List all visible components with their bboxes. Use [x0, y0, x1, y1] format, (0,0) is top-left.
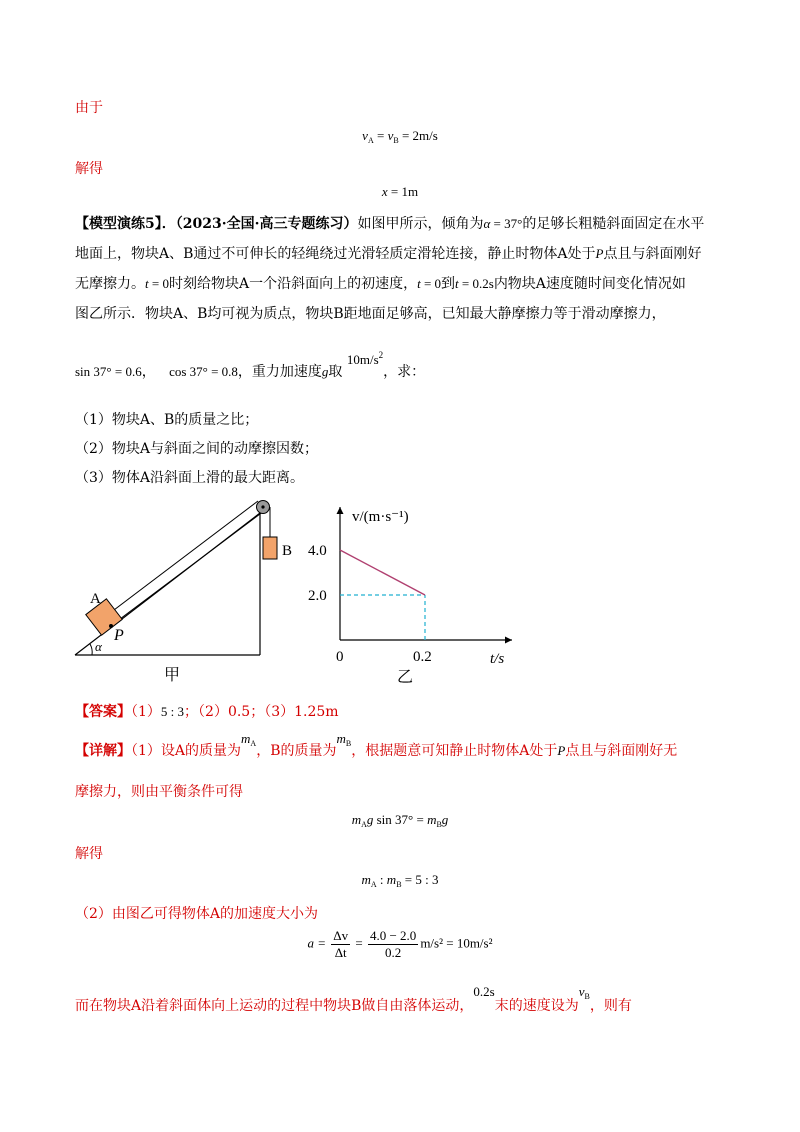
label-b: B: [282, 543, 293, 559]
rope-lower: [116, 511, 264, 622]
label-p: P: [114, 627, 124, 644]
y-axis-label: v/(m·s⁻¹): [352, 509, 409, 525]
t-02s: t = 0.2s: [455, 276, 494, 291]
p1a: 如图甲所示，倾角为: [357, 216, 484, 232]
problem-dot: ．: [161, 216, 176, 232]
equation-speed: $v_A = v_B = 2m/s$: [362, 128, 438, 145]
p3a: 无摩擦力。: [75, 276, 145, 292]
equation-distance: x = 1m: [381, 184, 419, 199]
t-zero-b: t = 0: [417, 276, 442, 291]
p3c: 到: [441, 276, 456, 292]
label-alpha: α: [95, 639, 102, 654]
d4b: 末的速度设为: [494, 998, 579, 1014]
p4: 图乙所示．物块A、B均可视为质点，物块B距地面足够高，已知最大静摩擦力等于滑动摩擦力，: [75, 306, 666, 322]
rope-upper: [110, 501, 258, 613]
given-values: [75, 350, 426, 381]
a-mid: =: [355, 935, 363, 951]
problem-tag: 【模型演练5】: [75, 216, 162, 232]
detail-line-2: 摩擦力，则由平衡条件可得: [75, 784, 243, 800]
pulley-axle: [261, 505, 264, 508]
figure-jia: [70, 495, 300, 690]
frac2-den: 0.2: [385, 945, 402, 960]
detail-point-p: P: [557, 743, 566, 758]
detail-line-4: [75, 984, 632, 1015]
figure-yi-chart: [300, 495, 525, 690]
frac1-den: Δt: [334, 945, 347, 960]
answer-1-prefix: （1）: [131, 704, 161, 720]
frac1-num: Δv: [333, 928, 349, 943]
p5d: ，求：: [383, 364, 426, 380]
g-symbol: g: [321, 364, 329, 379]
d1d: 点且与斜面刚好无: [565, 743, 678, 759]
question-3: （3）物体A沿斜面上滑的最大距离。: [75, 470, 305, 486]
point-p-dot: [109, 624, 113, 628]
equation-acceleration: [0, 928, 800, 961]
x-tick-label-0: 0: [336, 649, 344, 665]
alpha-37: α = 37°: [483, 216, 523, 231]
p5a: ，: [141, 364, 156, 380]
v-b-symbol: $v_B$: [578, 984, 590, 1001]
block-b: [263, 537, 277, 559]
p5c: 取: [328, 364, 343, 380]
d1a: （1）设A的质量为: [131, 743, 242, 759]
answer-1-value: 5 : 3: [160, 704, 185, 719]
label-a: A: [90, 591, 101, 607]
p5b: ，重力加速度: [237, 364, 322, 380]
d4c: ，则有: [589, 998, 632, 1014]
text-youyu: 由于: [75, 100, 103, 116]
p3d: 内物块A速度随时间变化情况如: [493, 276, 686, 292]
t-02s-inline: 0.2s: [473, 984, 495, 999]
t-zero: t = 0: [145, 276, 169, 291]
m-b-symbol: $m_B$: [336, 731, 352, 748]
problem-source: （2023·全国·高三专题练习）: [175, 216, 358, 232]
answer-rest: ；（2）0.5；（3）1.25m: [184, 704, 339, 720]
question-1: （1）物块A、B的质量之比；: [75, 412, 259, 428]
angle-arc: [90, 644, 92, 655]
p2: 地面上，物块A、B通过不可伸长的轻绳绕过光滑轻质定滑轮连接，静止时物体A处于: [75, 246, 596, 262]
a-right: m/s² = 10m/s²: [420, 935, 493, 951]
frac2-num: 4.0 − 2.0: [369, 928, 417, 943]
equation-ratio: $m_A$ : $m_B = 5$ : 3: [361, 872, 439, 889]
point-p: P: [595, 246, 604, 261]
p2b: 点且与斜面刚好: [603, 246, 702, 262]
x-axis-arrow: [505, 637, 512, 644]
cos37: cos 37° = 0.8: [169, 364, 238, 379]
y-tick-label-0: 2.0: [308, 588, 327, 604]
caption-yi: 乙: [397, 669, 414, 686]
detail-line-3: （2）由图乙可得物体A的加速度大小为: [75, 906, 319, 922]
answer-tag: 【答案】: [75, 704, 131, 720]
p1b: 的足够长粗糙斜面固定在水平: [522, 216, 705, 232]
d4a: 而在物块A沿着斜面体向上运动的过程中物块B做自由落体运动，: [75, 998, 474, 1014]
series-line-0: [340, 550, 425, 595]
g-value: $10m/s^2$: [346, 350, 384, 367]
text-jiede-1: 解得: [75, 161, 103, 177]
answer-line: [75, 701, 339, 721]
text-jiede-2: 解得: [75, 846, 103, 862]
question-2: （2）物块A与斜面之间的动摩擦因数；: [75, 441, 319, 457]
equation-balance: $m_Ag$ $\sin 37^\circ = m_Bg$: [351, 812, 449, 829]
y-axis-arrow: [337, 507, 344, 514]
d1c: ，根据题意可知静止时物体A处于: [351, 743, 558, 759]
problem-statement: [75, 209, 725, 329]
a-left: a =: [307, 935, 326, 951]
detail-line-1: [75, 731, 678, 760]
caption-jia: 甲: [164, 667, 181, 684]
d1b: ，B的质量为: [256, 743, 337, 759]
frac-dv-dt: [331, 928, 350, 961]
y-tick-label-1: 4.0: [308, 543, 327, 559]
p3b: 时刻给物块A一个沿斜面向上的初速度，: [168, 276, 418, 292]
sin37: sin 37° = 0.6: [75, 364, 142, 379]
detail-tag: 【详解】: [75, 743, 131, 759]
x-axis-label: t/s: [490, 651, 505, 667]
m-a-symbol: $m_A$: [241, 731, 257, 748]
x-tick-label-1: 0.2: [413, 649, 432, 665]
frac-values: [368, 928, 418, 961]
